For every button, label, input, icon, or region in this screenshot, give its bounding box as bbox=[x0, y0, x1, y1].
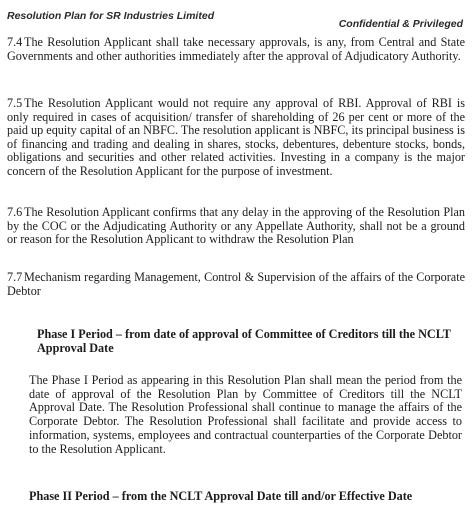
clause-text: The Resolution Applicant would not require any approval of RBI. Approval of RBI is only required in cases of acquisition/ transfer of shareholding of 26 per cent or more of the paid up equity capital of an NBFC. The resolution applicant is NBFC, its principal business is of financing and trading and dealing in shares, stocks, debentures, debenture stocks, bonds, obligations and securities and other related activities. Investing in a company is the major concern of the Resolution Applicant for the purpose of investment. bbox=[7, 96, 465, 178]
clause-7-4 bbox=[7, 36, 465, 63]
clause-text: The Resolution Applicant shall take necessary approvals, is any, from Central and State Governments and other authorities immediately after the approval of Adjudicatory Authority. bbox=[7, 35, 465, 63]
clause-number: 7.6 bbox=[7, 205, 23, 219]
clause-number: 7.7 bbox=[7, 270, 23, 284]
clause-7-5 bbox=[7, 97, 465, 179]
phase-1-paragraph: The Phase I Period as appearing in this Resolution Plan shall mean the period from the date of approval of the Resolution Plan by Committee of Creditors till the NCLT Approval Date. The Resolution Professional shall continue to manage the affairs of the Corporate Debtor. The Resolution Professional shall facilitate and provide access to information, systems, employees and contractual counterparties of the Corporate Debtor to the Resolution Applicant. bbox=[29, 373, 462, 456]
phase-1-heading: Phase I Period – from date of approval of Committee of Creditors till the NCLT Approval Date bbox=[37, 327, 451, 355]
clause-7-6 bbox=[7, 206, 465, 247]
clause-number: 7.5 bbox=[7, 96, 23, 110]
clause-number: 7.4 bbox=[7, 35, 23, 49]
phase-2-heading: Phase II Period – from the NCLT Approval Date till and/or Effective Date bbox=[29, 489, 413, 503]
clause-text: The Resolution Applicant confirms that any delay in the approving of the Resolution Plan by the COC or the Adjudicating Authority or any Appellate Authority, shall not be a ground or reason for the Resolution Applicant to withdraw the Resolution Plan bbox=[7, 205, 465, 247]
document-header-title: Resolution Plan for SR Industries Limited bbox=[7, 10, 215, 22]
clause-7-7 bbox=[7, 271, 465, 298]
clause-text: Mechanism regarding Management, Control & Supervision of the affairs of the Corporate Debtor bbox=[7, 270, 465, 298]
confidentiality-label: Confidential & Privileged bbox=[338, 18, 463, 30]
